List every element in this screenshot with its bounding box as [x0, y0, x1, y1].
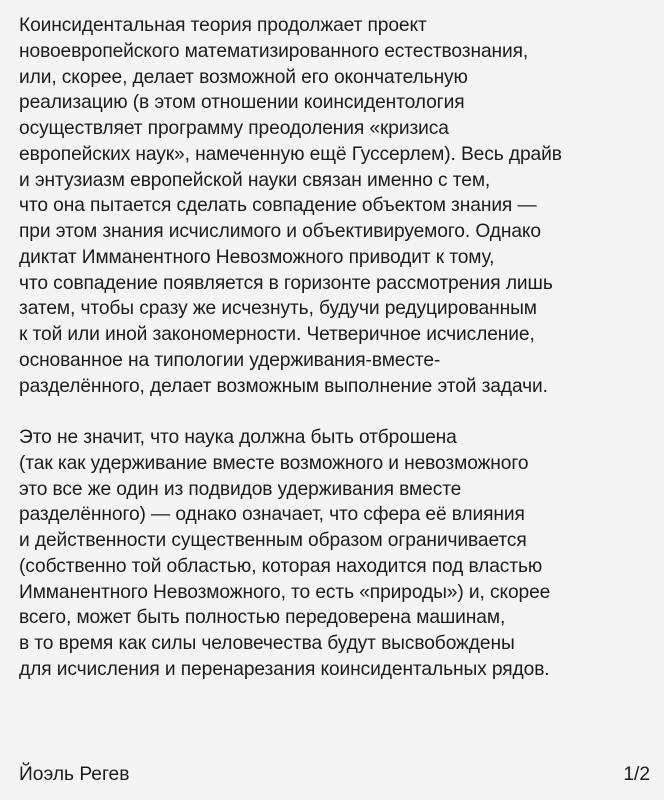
text-line: разделённого, делает возможным выполнение этой задачи.	[19, 375, 548, 397]
body-text	[19, 13, 659, 683]
text-line: основанное на типологии удерживания-вместе-	[19, 349, 441, 371]
text-line: и действенности существенным образом ограничивается	[19, 530, 527, 551]
text-line: разделённого) — однако означает, что сфера её влияния	[19, 504, 525, 526]
text-line: в то время как силы человечества будут высвобождены	[19, 633, 515, 654]
text-line: затем, чтобы сразу же исчезнуть, будучи редуцированным	[19, 298, 537, 320]
text-line: Это не значит, что наука должна быть отброшена	[19, 427, 457, 448]
text-line: это все же один из подвидов удерживания вместе	[19, 478, 462, 500]
text-line: что она пытается сделать совпадение объектом знания —	[19, 195, 537, 217]
text-line: новоевропейского математизированного естествознания,	[19, 40, 529, 62]
paragraph-2	[19, 425, 659, 683]
text-line: всего, может быть полностью передоверена машинам,	[19, 607, 506, 629]
text-line: и энтузиазм европейской науки связан именно с тем,	[19, 169, 491, 191]
text-line: к той или иной закономерности. Четверичное исчисление,	[19, 324, 535, 345]
text-line: осуществляет программу преодоления «кризиса	[19, 118, 449, 139]
text-line: диктат Имманентного Невозможного приводит к тому,	[19, 246, 495, 268]
text-line: европейских наук», намеченную ещё Гуссерлем). Весь драйв	[19, 143, 562, 165]
text-line: при этом знания исчислимого и объективируемого. Однако	[19, 221, 541, 242]
text-line: или, скорее, делает возможной его окончательную	[19, 66, 468, 88]
paragraph-1	[19, 13, 659, 399]
text-line: (так как удерживание вместе возможного и невозможного	[19, 452, 529, 474]
text-line: (собственно той областью, которая находится под властью	[19, 555, 543, 577]
text-line: реализацию (в этом отношении коинсидентология	[19, 92, 465, 114]
text-line: для исчисления и перенарезания коинсидентальных рядов.	[19, 658, 550, 680]
text-line: что совпадение появляется в горизонте рассмотрения лишь	[19, 272, 553, 294]
author-name: Йоэль Регев	[19, 764, 130, 785]
page-number: 1/2	[623, 764, 650, 785]
text-line: Коинсидентальная теория продолжает проект	[19, 15, 427, 36]
text-line: Имманентного Невозможного, то есть «природы») и, скорее	[19, 581, 551, 603]
